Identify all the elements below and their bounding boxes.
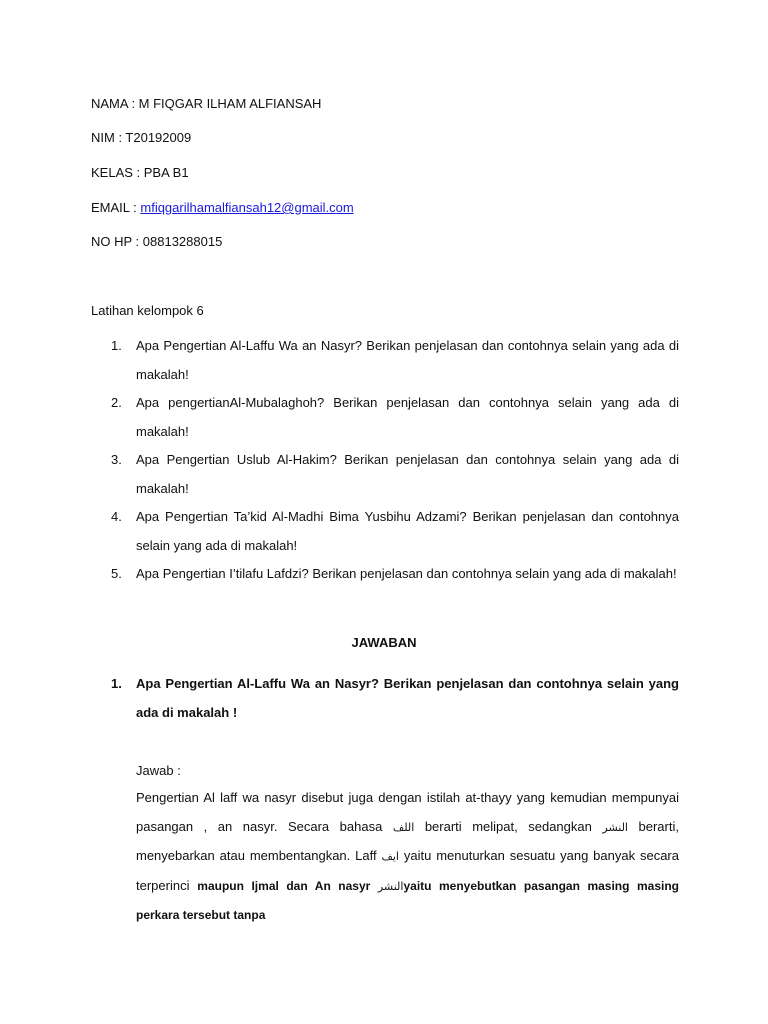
answer-question-text: Apa Pengertian Al-Laffu Wa an Nasyr? Berikan penjelasan dan contohnya selain yang ada di makalah ! [136, 676, 679, 720]
student-email-line [91, 199, 354, 217]
arabic-word: النشر [602, 820, 628, 834]
answer-text-4: yaitu menuturkan sesuatu yang banyak secara terperinci [136, 848, 679, 893]
answer-text-6: yaitu menyebutkan pasangan masing masing perkara tersebut tanpa [136, 878, 679, 922]
arabic-word: اللف [392, 820, 415, 834]
question-text: Apa Pengertian Uslub Al-Hakim? Berikan penjelasan dan contohnya selain yang ada di makalah! [136, 452, 679, 496]
answer-text-5: maupun Ijmal dan An nasyr [197, 878, 378, 893]
arabic-word: النشر [377, 879, 404, 893]
email-link[interactable]: mfiqgarilhamalfiansah12@gmail.com [140, 200, 354, 215]
student-name: NAMA : M FIQGAR ILHAM ALFIANSAH [91, 96, 322, 111]
answer-question [91, 670, 679, 727]
student-phone: NO HP : 08813288015 [91, 234, 223, 249]
question-item [91, 446, 679, 503]
question-number: 4. [111, 509, 122, 524]
question-number: 5. [111, 566, 122, 581]
question-text: Apa Pengertian Ta’kid Al-Madhi Bima Yusbihu Adzami? Berikan penjelasan dan contohnya selain yang ada di makalah! [136, 509, 679, 553]
question-item [91, 389, 679, 446]
question-text: Apa pengertianAl-Mubalaghoh? Berikan penjelasan dan contohnya selain yang ada di makalah! [136, 395, 679, 439]
answers-heading: JAWABAN [351, 635, 417, 650]
answer-text-1: Pengertian Al laff wa nasyr disebut juga dengan istilah at-thayy yang kemudian mempunyai pasangan , an nasyr. Secara bahasa [136, 790, 679, 834]
question-number: 2. [111, 395, 122, 410]
question-item [91, 503, 679, 560]
answer-text-3: berarti, menyebarkan atau membentangkan. Laff [136, 818, 679, 863]
student-nim: NIM : T20192009 [91, 130, 192, 145]
answer-question-item [91, 670, 679, 727]
question-item [91, 560, 679, 589]
question-item [91, 332, 679, 389]
jawab-label: Jawab : [136, 763, 181, 778]
question-text: Apa Pengertian Al-Laffu Wa an Nasyr? Berikan penjelasan dan contohnya selain yang ada di makalah! [136, 338, 679, 382]
email-label: EMAIL : [91, 200, 141, 215]
arabic-word: ايف [381, 850, 399, 863]
question-list [91, 332, 679, 589]
answer-body [136, 784, 679, 930]
question-text: Apa Pengertian I’tilafu Lafdzi? Berikan penjelasan dan contohnya selain yang ada di makalah! [136, 566, 677, 581]
student-class: KELAS : PBA B1 [91, 165, 189, 180]
answer-text-2: berarti melipat, sedangkan [414, 818, 603, 834]
question-number: 3. [111, 452, 122, 467]
question-number: 1. [111, 338, 122, 353]
section-title: Latihan kelompok 6 [91, 303, 204, 318]
answer-question-number: 1. [111, 676, 122, 691]
